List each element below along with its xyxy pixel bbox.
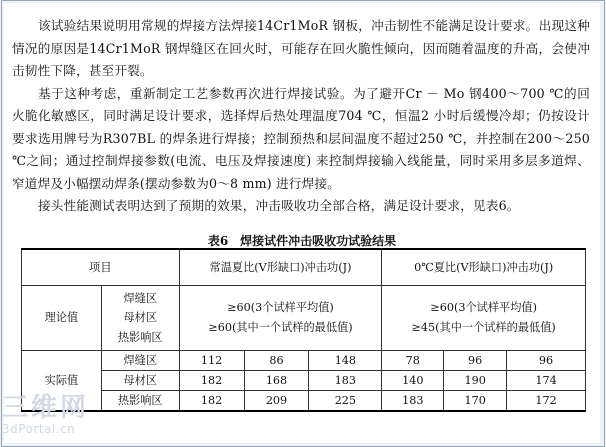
table-cell: 182 bbox=[179, 391, 244, 412]
actual-zone-haz: 热影响区 bbox=[101, 391, 179, 412]
table-title: 表6 焊接试件冲击吸收功试验结果 bbox=[207, 234, 397, 248]
actual-row-weld bbox=[22, 351, 586, 371]
paragraph-1: 该试验结果说明用常规的焊接方法焊接14Cr1MoR 钢板，冲击韧性不能满足设计要求。出现这种情况的原因是14Cr1MoR 钢焊缝区在回火时，可能存在回火脆性倾向，因而随着温度的升高，会使冲击韧性下降，甚至开裂。 bbox=[12, 18, 590, 78]
header-zero-temp: 0℃夏比(V形缺口)冲击功(J) bbox=[382, 249, 586, 285]
impact-test-table bbox=[21, 248, 586, 412]
theory-zero-line2: ≥45(其中一个试样的最低值) bbox=[411, 320, 556, 334]
table-cell: 96 bbox=[444, 351, 507, 371]
table-cell: 182 bbox=[179, 371, 244, 391]
table-cell: 96 bbox=[507, 351, 586, 371]
table-cell: 183 bbox=[309, 371, 382, 391]
theory-room-line2: ≥60(其中一个试样的最低值) bbox=[208, 320, 353, 334]
header-room-temp: 常温夏比(V形缺口)冲击功(J) bbox=[179, 249, 382, 285]
table-cell: 174 bbox=[507, 371, 586, 391]
table-cell: 140 bbox=[382, 371, 444, 391]
table-cell: 170 bbox=[444, 391, 507, 412]
theory-zero-value bbox=[382, 285, 586, 351]
zone-base: 母材区 bbox=[123, 311, 158, 324]
table-cell: 172 bbox=[507, 391, 586, 412]
table-cell: 168 bbox=[244, 371, 309, 391]
theory-room-line1: ≥60(3个试样平均值) bbox=[227, 301, 334, 315]
theory-room-value bbox=[179, 285, 382, 351]
theory-row bbox=[22, 285, 586, 351]
zone-weld: 焊缝区 bbox=[123, 291, 158, 305]
theory-label: 理论值 bbox=[22, 285, 102, 351]
table-cell: 78 bbox=[382, 351, 444, 371]
paragraph-3: 接头性能测试表明达到了预期的效果，冲击吸收功全部合格，满足设计要求，见表6。 bbox=[38, 198, 520, 213]
actual-row-base bbox=[22, 371, 586, 391]
actual-row-haz bbox=[22, 391, 586, 412]
paragraph-2: 基于这种考虑，重新制定工艺参数再次进行焊接试验。为了避开Cr － Mo 钢400～700 ℃的回火脆化敏感区，同时满足设计要求，选择焊后热处理温度704 ℃，恒温2 小时后缓慢冷却；仍按设计要求选用牌号为R307BL 的焊条进行焊接；控制预热和层间温度不超过250 ℃，并控制在200～250 ℃之间；通过控制焊接参数(电流、电压及焊接速度) 来控制焊接输入线能量，同时采用多层多道焊、窄道焊及小幅摆动焊条(摆动参数为0～8 mm) 进行焊接。 bbox=[12, 85, 590, 191]
actual-zone-base: 母材区 bbox=[101, 371, 179, 391]
table-cell: 190 bbox=[444, 371, 507, 391]
table-cell: 86 bbox=[244, 351, 309, 371]
watermark-brand: 三维网 bbox=[2, 393, 90, 423]
table-cell: 225 bbox=[309, 391, 382, 412]
theory-zones bbox=[101, 285, 179, 351]
table-cell: 209 bbox=[244, 391, 309, 412]
zone-haz: 热影响区 bbox=[117, 330, 163, 344]
actual-label: 实际值 bbox=[22, 351, 102, 412]
watermark-url: 3dPortal.cn bbox=[2, 422, 76, 436]
table-header-row bbox=[22, 249, 586, 285]
theory-zero-line1: ≥60(3个试样平均值) bbox=[430, 301, 537, 315]
header-item: 项目 bbox=[22, 249, 180, 285]
table-cell: 112 bbox=[179, 351, 244, 371]
table-cell: 183 bbox=[382, 391, 444, 412]
article-body bbox=[12, 15, 590, 218]
table-cell: 148 bbox=[309, 351, 382, 371]
actual-zone-weld: 焊缝区 bbox=[101, 351, 179, 371]
